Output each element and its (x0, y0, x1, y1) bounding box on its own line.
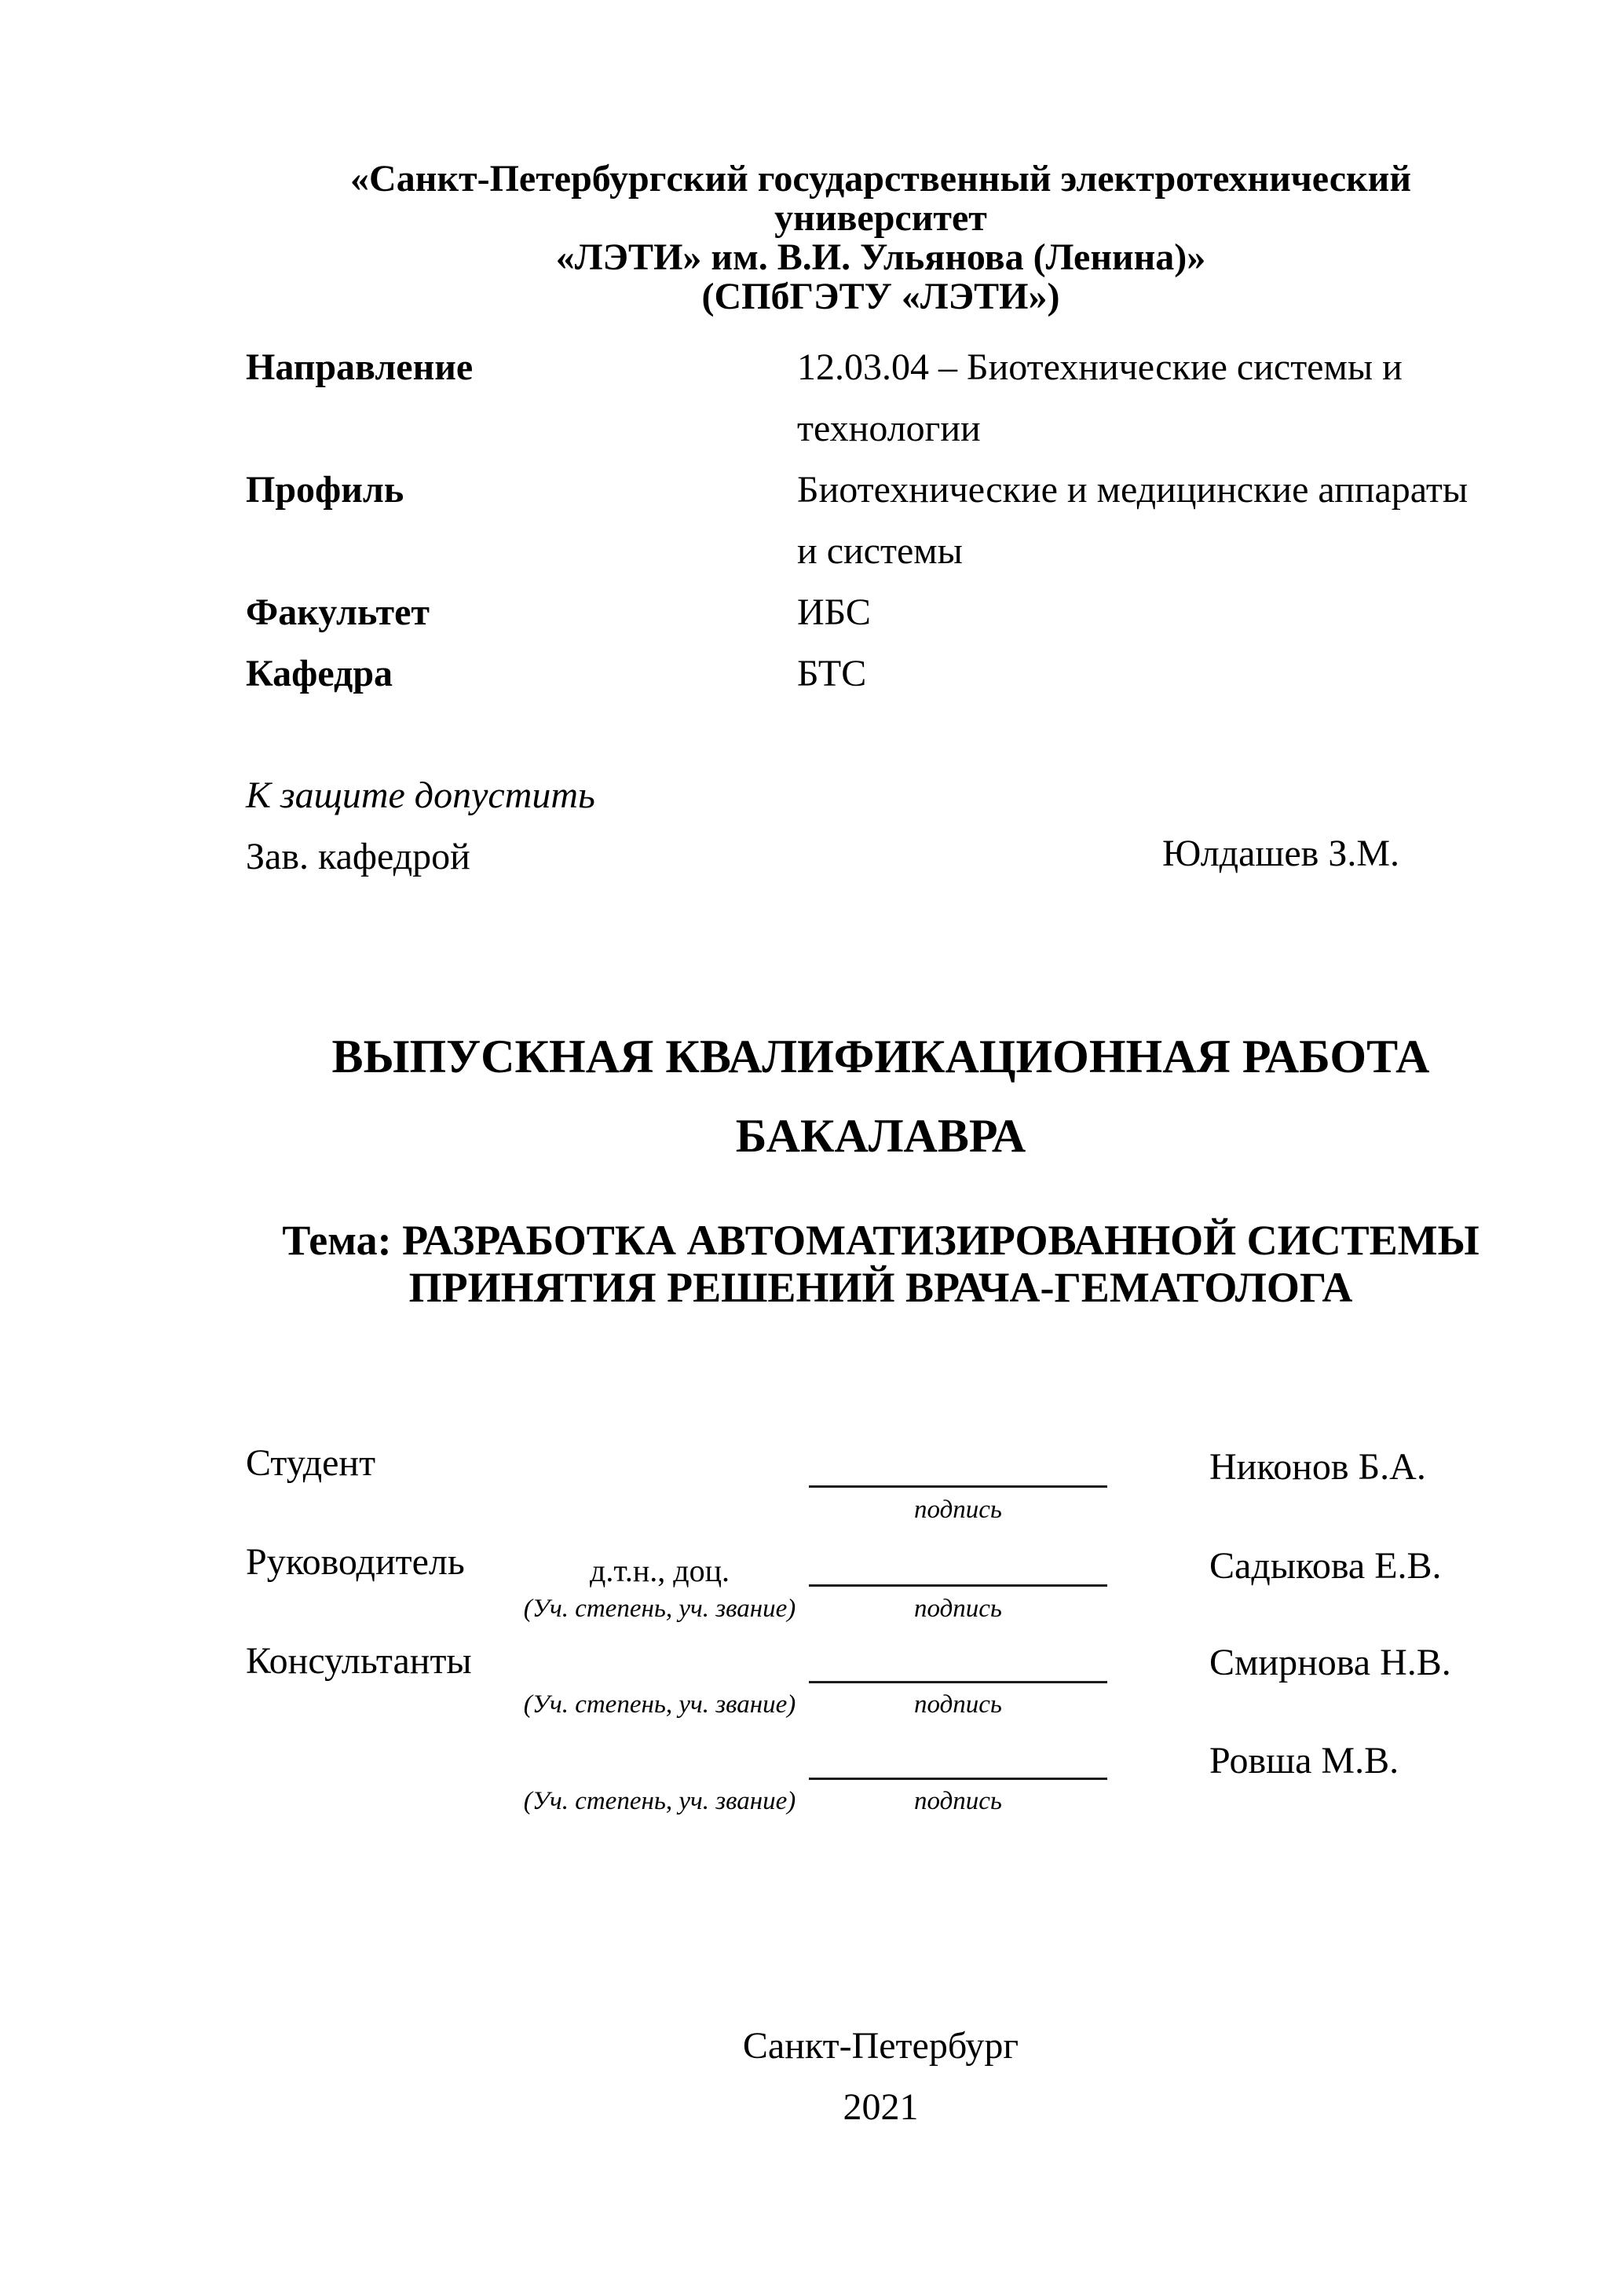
field-label-kafedra: Кафедра (246, 653, 393, 694)
theme-title (246, 1217, 1516, 1311)
admission-note: К защите допустить (246, 774, 595, 816)
university-header-line-1: «Санкт-Петербургский государственный электротехнический университет (350, 158, 1411, 239)
footer (246, 2016, 1516, 2138)
university-header-line-2: «ЛЭТИ» им. В.И. Ульянова (Ленина)» (555, 236, 1206, 278)
footer-year: 2021 (843, 2086, 919, 2128)
theme-line-1: Тема: РАЗРАБОТКА АВТОМАТИЗИРОВАННОЙ СИСТЕМЫ (282, 1217, 1480, 1264)
field-value-napravlenie-line-1: 12.03.04 – Биотехнические системы и (797, 346, 1403, 388)
signature-line-supervisor (809, 1584, 1107, 1587)
field-value-kafedra: БТС (797, 653, 867, 694)
theme-line-2: ПРИНЯТИЯ РЕШЕНИЙ ВРАЧА-ГЕМАТОЛОГА (408, 1264, 1353, 1311)
signature-hint-supervisor: подпись (914, 1595, 1002, 1623)
field-value-fakultet: ИБС (797, 591, 871, 633)
work-title-line-2: БАКАЛАВРА (735, 1110, 1026, 1162)
signature-name-consultant-2: Ровша М.В. (1209, 1740, 1399, 1782)
signature-role-consultants: Консультанты (246, 1640, 472, 1682)
field-value-profil-line-2: и системы (797, 530, 963, 572)
field-label-napravlenie: Направление (246, 346, 474, 388)
signature-line-student (809, 1485, 1107, 1488)
field-value-napravlenie-line-2: технологии (797, 408, 981, 449)
signature-role-supervisor: Руководитель (246, 1541, 465, 1583)
degree-hint-consultant-2: (Уч. степень, уч. звание) (523, 1787, 796, 1815)
signature-name-student: Никонов Б.А. (1209, 1446, 1426, 1488)
field-label-fakultet: Факультет (246, 591, 430, 633)
signature-role-student: Студент (246, 1442, 376, 1484)
field-label-profil: Профиль (246, 469, 404, 511)
work-title-line-1: ВЫПУСКНАЯ КВАЛИФИКАЦИОННАЯ РАБОТА (331, 1031, 1430, 1082)
field-value-profil-line-1: Биотехнические и медицинские аппараты (797, 469, 1469, 511)
university-header-line-3: (СПбГЭТУ «ЛЭТИ») (701, 276, 1060, 317)
signature-hint-student: подпись (914, 1496, 1002, 1524)
signature-name-supervisor: Садыкова Е.В. (1209, 1545, 1442, 1587)
signature-line-consultant-1 (809, 1681, 1107, 1683)
work-title (246, 1017, 1516, 1176)
signature-name-consultant-1: Смирнова Н.В. (1209, 1642, 1451, 1683)
degree-hint-supervisor: (Уч. степень, уч. звание) (523, 1595, 796, 1623)
admission-approver-name: Юлдашев З.М. (1162, 833, 1400, 874)
footer-city: Санкт-Петербург (742, 2025, 1019, 2067)
supervisor-degree: д.т.н., доц. (590, 1553, 730, 1588)
degree-hint-consultant-1: (Уч. степень, уч. звание) (523, 1690, 796, 1719)
university-header (246, 159, 1516, 317)
signature-line-consultant-2 (809, 1778, 1107, 1780)
signature-hint-consultant-2: подпись (914, 1787, 1002, 1815)
admission-position-label: Зав. кафедрой (246, 836, 470, 877)
signature-hint-consultant-1: подпись (914, 1690, 1002, 1719)
